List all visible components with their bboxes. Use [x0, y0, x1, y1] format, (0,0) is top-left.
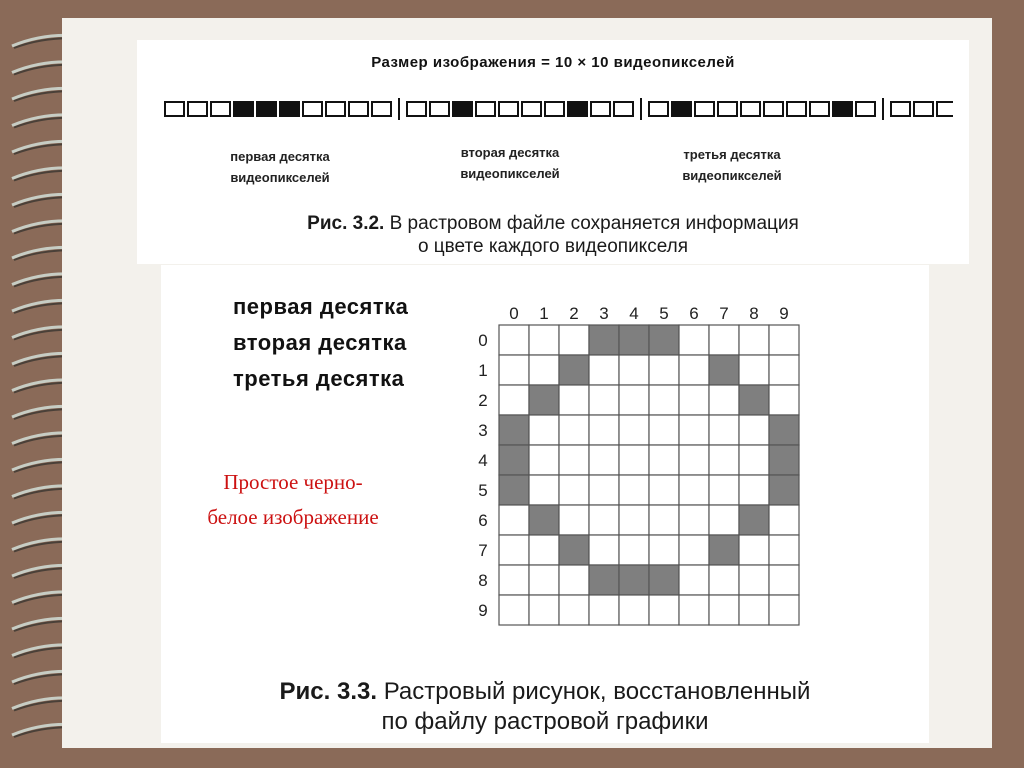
grid-cell — [769, 385, 799, 415]
row-label-second: вторая десятка — [233, 330, 407, 355]
grid-cell — [679, 505, 709, 535]
grid-cell — [739, 445, 769, 475]
row-index: 3 — [478, 421, 488, 440]
strip-pixel — [476, 102, 495, 116]
column-index: 2 — [569, 304, 579, 323]
grid-cell — [499, 445, 529, 475]
row-index: 2 — [478, 391, 488, 410]
grid-cell — [559, 475, 589, 505]
caption-line: о цвете каждого видеопикселя — [417, 236, 689, 257]
grid-cell — [619, 535, 649, 565]
strip-pixel — [591, 102, 610, 116]
grid-cell — [499, 325, 529, 355]
caption-line: Растровый рисунок, восстановленный — [383, 678, 811, 705]
column-index: 5 — [659, 304, 669, 323]
strip-pixel — [349, 102, 368, 116]
grid-cell — [739, 535, 769, 565]
row-label-list — [233, 289, 408, 397]
grid-cell — [769, 505, 799, 535]
grid-cell — [529, 505, 559, 535]
strip-pixel — [303, 102, 322, 116]
grid-cell — [709, 385, 739, 415]
grid-cell — [499, 385, 529, 415]
figure-3-3-caption — [161, 677, 929, 737]
grid-cell — [649, 505, 679, 535]
row-index: 6 — [478, 511, 488, 530]
grid-cell — [649, 415, 679, 445]
row-label-third: третья десятка — [233, 366, 405, 391]
grid-cell — [529, 385, 559, 415]
pixel-grid — [471, 295, 811, 635]
grid-cell — [649, 565, 679, 595]
simple-image-label: Простое черно-белое изображение — [207, 470, 379, 529]
grid-cell — [529, 415, 559, 445]
grid-cell — [619, 595, 649, 625]
grid-cell — [769, 475, 799, 505]
grid-cell — [769, 535, 799, 565]
grid-cell — [559, 385, 589, 415]
grid-cell — [649, 595, 679, 625]
grid-cell — [529, 535, 559, 565]
grid-cell — [559, 505, 589, 535]
grid-cell — [559, 595, 589, 625]
grid-cell — [619, 565, 649, 595]
group-label-line: видеопикселей — [230, 170, 330, 185]
grid-cell — [649, 385, 679, 415]
row-index: 7 — [478, 541, 488, 560]
grid-cell — [499, 355, 529, 385]
grid-cell — [529, 475, 559, 505]
grid-cell — [529, 355, 559, 385]
grid-cell — [679, 385, 709, 415]
column-index: 7 — [719, 304, 729, 323]
grid-cell — [709, 565, 739, 595]
grid-cell — [679, 565, 709, 595]
grid-cell — [619, 505, 649, 535]
grid-cell — [679, 595, 709, 625]
figure-3-3 — [161, 265, 929, 743]
grid-cell — [739, 325, 769, 355]
grid-cell — [769, 415, 799, 445]
strip-pixel — [891, 102, 910, 116]
grid-cell — [559, 415, 589, 445]
strip-pixel — [764, 102, 783, 116]
caption-prefix: Рис. 3.2. — [307, 213, 385, 234]
row-index: 0 — [478, 331, 488, 350]
grid-cell — [649, 475, 679, 505]
grid-cell — [619, 415, 649, 445]
grid-cell — [559, 355, 589, 385]
grid-cell — [649, 445, 679, 475]
strip-pixel — [856, 102, 875, 116]
image-size-heading: Размер изображения = 10 × 10 видеопикселей — [371, 54, 735, 71]
grid-cell — [769, 325, 799, 355]
caption-line: В растровом файле сохраняется информация — [389, 213, 799, 234]
row-index: 5 — [478, 481, 488, 500]
grid-cell — [619, 445, 649, 475]
grid-cell — [649, 325, 679, 355]
strip-pixel — [568, 102, 587, 116]
grid-cell — [529, 445, 559, 475]
strip-pixel — [810, 102, 829, 116]
grid-cell — [619, 475, 649, 505]
grid-cell — [529, 565, 559, 595]
grid-cell — [499, 565, 529, 595]
grid-cell — [589, 535, 619, 565]
grid-cell — [499, 595, 529, 625]
group-label-line: видеопикселей — [460, 166, 560, 181]
grid-cell — [589, 565, 619, 595]
row-index: 4 — [478, 451, 488, 470]
grid-cell — [589, 595, 619, 625]
grid-cell — [769, 355, 799, 385]
grid-cell — [619, 385, 649, 415]
grid-cell — [499, 505, 529, 535]
grid-cell — [559, 325, 589, 355]
grid-cell — [679, 355, 709, 385]
strip-pixel — [234, 102, 253, 116]
caption-prefix: Рис. 3.3. — [279, 678, 378, 705]
grid-cell — [589, 445, 619, 475]
caption-line: по файлу растровой графики — [381, 708, 709, 735]
grid-cell — [709, 445, 739, 475]
grid-cell — [709, 475, 739, 505]
strip-pixel — [326, 102, 345, 116]
figure-3-2 — [137, 40, 969, 264]
grid-cell — [589, 505, 619, 535]
grid-cell — [739, 595, 769, 625]
strip-pixel — [430, 102, 449, 116]
grid-cell — [739, 385, 769, 415]
row-index: 8 — [478, 571, 488, 590]
grid-cell — [679, 445, 709, 475]
grid-cell — [739, 355, 769, 385]
strip-pixel — [718, 102, 737, 116]
column-index: 3 — [599, 304, 609, 323]
group-label-first — [195, 146, 365, 188]
group-label-line: третья десятка — [683, 147, 781, 162]
pixel-strip — [163, 98, 953, 120]
grid-cell — [679, 415, 709, 445]
strip-pixel — [407, 102, 426, 116]
group-label-second — [425, 142, 595, 184]
grid-cell — [769, 445, 799, 475]
grid-cell — [679, 325, 709, 355]
strip-pixel — [672, 102, 691, 116]
strip-pixel — [372, 102, 391, 116]
column-index: 8 — [749, 304, 759, 323]
grid-cell — [739, 475, 769, 505]
grid-cell — [529, 325, 559, 355]
grid-cell — [589, 325, 619, 355]
strip-pixel — [211, 102, 230, 116]
group-label-line: видеопикселей — [682, 168, 782, 183]
strip-pixel — [649, 102, 668, 116]
row-index: 9 — [478, 601, 488, 620]
strip-pixel — [165, 102, 184, 116]
grid-cell — [559, 445, 589, 475]
row-label-first: первая десятка — [233, 294, 409, 319]
grid-cell — [619, 355, 649, 385]
grid-cell — [649, 355, 679, 385]
grid-cell — [499, 535, 529, 565]
grid-cell — [709, 535, 739, 565]
grid-cell — [709, 325, 739, 355]
grid-cell — [589, 475, 619, 505]
column-index: 0 — [509, 304, 519, 323]
grid-cell — [499, 475, 529, 505]
strip-pixel — [787, 102, 806, 116]
strip-pixel — [914, 102, 933, 116]
column-index: 9 — [779, 304, 789, 323]
group-label-line: первая десятка — [230, 149, 330, 164]
strip-pixel — [280, 102, 299, 116]
grid-cell — [709, 355, 739, 385]
group-label-line: вторая десятка — [460, 145, 560, 160]
grid-cell — [649, 535, 679, 565]
column-index: 6 — [689, 304, 699, 323]
figure-3-2-caption — [137, 212, 969, 258]
grid-cell — [709, 505, 739, 535]
strip-pixel — [937, 102, 953, 116]
grid-cell — [619, 325, 649, 355]
strip-pixel — [741, 102, 760, 116]
column-index: 4 — [629, 304, 639, 323]
strip-pixel — [257, 102, 276, 116]
grid-cell — [529, 595, 559, 625]
grid-cell — [679, 535, 709, 565]
grid-cell — [589, 385, 619, 415]
strip-pixel — [695, 102, 714, 116]
strip-pixel — [614, 102, 633, 116]
group-label-third — [647, 144, 817, 186]
grid-cell — [679, 475, 709, 505]
grid-cell — [589, 355, 619, 385]
row-index: 1 — [478, 361, 488, 380]
strip-pixel — [188, 102, 207, 116]
strip-pixel — [545, 102, 564, 116]
grid-cell — [739, 415, 769, 445]
strip-pixel — [833, 102, 852, 116]
strip-pixel — [453, 102, 472, 116]
grid-cell — [769, 595, 799, 625]
strip-pixel — [522, 102, 541, 116]
grid-cell — [559, 565, 589, 595]
grid-cell — [769, 565, 799, 595]
grid-cell — [709, 415, 739, 445]
grid-cell — [709, 595, 739, 625]
strip-pixel — [499, 102, 518, 116]
grid-cell — [739, 505, 769, 535]
grid-cell — [499, 415, 529, 445]
grid-cell — [559, 535, 589, 565]
column-index: 1 — [539, 304, 549, 323]
grid-cell — [739, 565, 769, 595]
grid-cell — [589, 415, 619, 445]
